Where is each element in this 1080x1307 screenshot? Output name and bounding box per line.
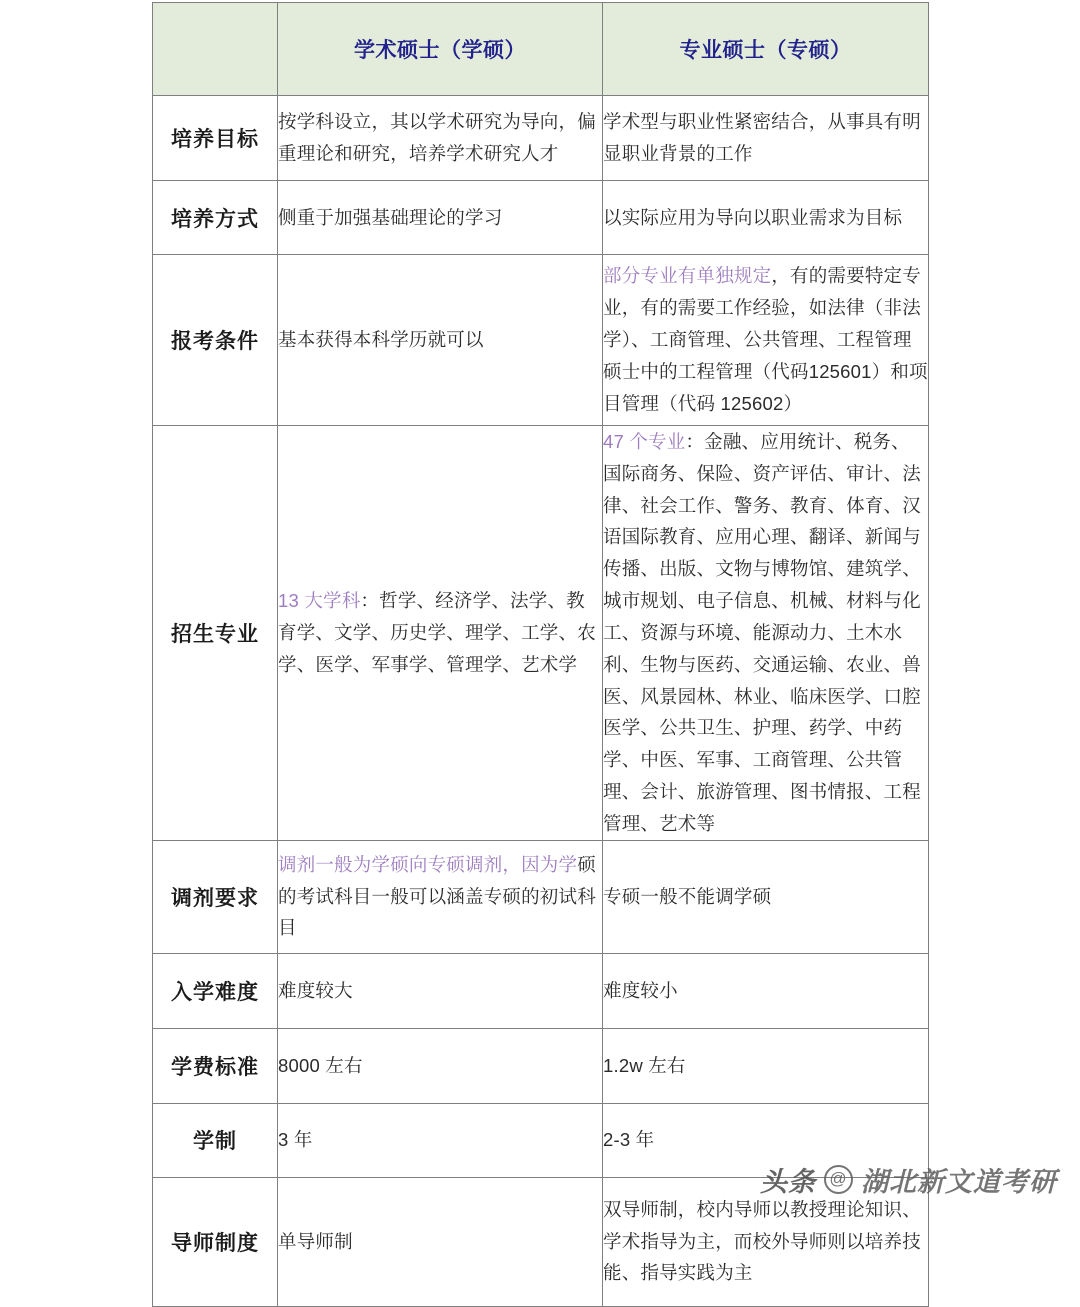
body-text: ：哲学、经济学、法学、教育学、文学、历史学、理学、工学、农学、医学、军事学、管理学、艺术学: [278, 590, 596, 675]
body-text: 硕的考试科目一般可以涵盖专硕的初试科目: [278, 853, 596, 939]
cell-training-goal-professional: 学术型与职业性紧密结合，从事具有明显职业背景的工作: [603, 96, 929, 181]
cell-mentor-system-academic: 单导师制: [278, 1177, 603, 1306]
header-professional-master: 专业硕士（专硕）: [603, 3, 929, 96]
body-text: ：金融、应用统计、税务、国际商务、保险、资产评估、审计、法律、社会工作、警务、教育、体育、汉语国际教育、应用心理、翻译、新闻与传播、出版、文物与博物馆、建筑学、城市规划、电子信息、机械、材料与化工、资源与环境、能源动力、土木水利、生物与医药、交通运输、农业、兽医、风景园林、林业、临床医学、口腔医学、公共卫生、护理、药学、中药学、中医、军事、工商管理、公共管理、会计、旅游管理、图书情报、工程管理、艺术等: [603, 431, 921, 834]
table-row: [153, 181, 929, 255]
highlight-text: 调剂一般为学硕向专硕调剂，因为学: [278, 853, 578, 875]
comparison-table-container: [152, 2, 928, 1307]
table-header-row: [153, 3, 929, 96]
row-label-enrollment-majors: 招生专业: [153, 426, 278, 841]
watermark-account-name: 湖北新文道考研: [861, 1167, 1057, 1197]
body-text: ，有的需要特定专业，有的需要工作经验，如法律（非法学）、工商管理、公共管理、工程管理硕士中的工程管理（代码125601）和项目管理（代码 125602）: [603, 265, 928, 414]
table-row: [153, 1103, 929, 1177]
row-label-transfer-requirements: 调剂要求: [153, 840, 278, 953]
cell-enrollment-majors-professional: [603, 426, 929, 841]
at-sign-icon: @: [824, 1165, 853, 1194]
cell-program-length-professional: 2-3 年: [603, 1103, 929, 1177]
table-row: [153, 840, 929, 953]
cell-mentor-system-professional: 双导师制，校内导师以教授理论知识、学术指导为主，而校外导师则以培养技能、指导实践为主: [603, 1177, 929, 1306]
cell-application-requirements-professional: [603, 255, 929, 426]
table-row: [153, 953, 929, 1028]
cell-admission-difficulty-professional: 难度较小: [603, 953, 929, 1028]
cell-tuition-standard-professional: 1.2w 左右: [603, 1028, 929, 1103]
cell-training-method-professional: 以实际应用为导向以职业需求为目标: [603, 181, 929, 255]
cell-tuition-standard-academic: 8000 左右: [278, 1028, 603, 1103]
table-row: [153, 426, 929, 841]
cell-program-length-academic: 3 年: [278, 1103, 603, 1177]
table-row: [153, 255, 929, 426]
cell-transfer-requirements-professional: 专硕一般不能调学硕: [603, 840, 929, 953]
table-row: [153, 96, 929, 181]
cell-training-goal-academic: 按学科设立，其以学术研究为导向，偏重理论和研究，培养学术研究人才: [278, 96, 603, 181]
header-corner-cell: [153, 3, 278, 96]
table-row: [153, 1177, 929, 1306]
cell-application-requirements-academic: 基本获得本科学历就可以: [278, 255, 603, 426]
cell-admission-difficulty-academic: 难度较大: [278, 953, 603, 1028]
row-label-training-goal: 培养目标: [153, 96, 278, 181]
row-label-training-method: 培养方式: [153, 181, 278, 255]
row-label-application-requirements: 报考条件: [153, 255, 278, 426]
cell-enrollment-majors-academic: [278, 426, 603, 841]
highlight-text: 部分专业有单独规定: [603, 265, 772, 287]
comparison-table: [152, 2, 929, 1307]
row-label-mentor-system: 导师制度: [153, 1177, 278, 1306]
cell-training-method-academic: 侧重于加强基础理论的学习: [278, 181, 603, 255]
cell-transfer-requirements-academic: [278, 840, 603, 953]
row-label-program-length: 学制: [153, 1103, 278, 1177]
table-row: [153, 1028, 929, 1103]
header-academic-master: 学术硕士（学硕）: [278, 3, 603, 96]
row-label-tuition-standard: 学费标准: [153, 1028, 278, 1103]
toutiao-logo-icon: 头条: [760, 1167, 816, 1197]
highlight-text: 47 个专业: [603, 431, 686, 452]
highlight-text: 13 大学科: [278, 590, 361, 612]
row-label-admission-difficulty: 入学难度: [153, 953, 278, 1028]
